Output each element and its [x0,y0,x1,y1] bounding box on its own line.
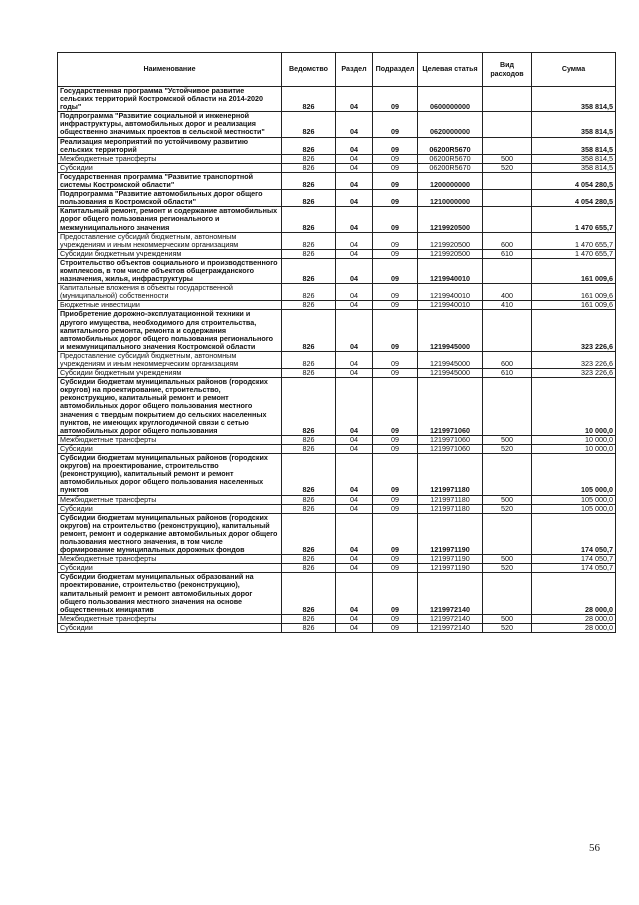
amount-cell: 10 000,0 [532,435,616,444]
expense-type-cell [483,454,532,495]
target-item-cell: 06200R5670 [418,154,483,163]
department-cell: 826 [282,444,336,453]
table-row [58,513,616,554]
target-item-cell: 1219972140 [418,573,483,614]
header-amount: Сумма [532,53,616,87]
target-item-cell: 1219945000 [418,351,483,368]
subsection-cell: 09 [373,249,418,258]
subsection-cell: 09 [373,378,418,436]
row-name-cell: Государственная программа "Развитие транспортной системы Костромской области" [58,172,282,189]
expense-type-cell: 610 [483,369,532,378]
table-row [58,112,616,137]
row-name-cell: Приобретение дорожно-эксплуатационной техники и другого имущества, необходимого для строительства, капитального ремонта, ремонта и содержания автомобильных дорог общего пользования регионального и межмуниципального значения Костромской области [58,310,282,351]
table-row [58,310,616,351]
expense-type-cell [483,137,532,154]
table-row [58,258,616,283]
section-cell: 04 [336,310,373,351]
target-item-cell: 1219972140 [418,614,483,623]
department-cell: 826 [282,310,336,351]
department-cell: 826 [282,351,336,368]
amount-cell: 174 050,7 [532,564,616,573]
section-cell: 04 [336,614,373,623]
amount-cell: 358 814,5 [532,112,616,137]
expense-type-cell: 520 [483,444,532,453]
amount-cell: 161 009,6 [532,258,616,283]
subsection-cell: 09 [373,573,418,614]
expense-type-cell [483,258,532,283]
subsection-cell: 09 [373,310,418,351]
subsection-cell: 09 [373,435,418,444]
department-cell: 826 [282,284,336,301]
amount-cell: 28 000,0 [532,623,616,632]
department-cell: 826 [282,555,336,564]
subsection-cell: 09 [373,207,418,232]
table-row [58,564,616,573]
subsection-cell: 09 [373,112,418,137]
section-cell: 04 [336,232,373,249]
section-cell: 04 [336,378,373,436]
expense-type-cell [483,172,532,189]
row-name-cell: Субсидии [58,444,282,453]
row-name-cell: Субсидии [58,163,282,172]
amount-cell: 28 000,0 [532,573,616,614]
expense-type-cell: 410 [483,301,532,310]
section-cell: 04 [336,351,373,368]
section-cell: 04 [336,623,373,632]
subsection-cell: 09 [373,454,418,495]
table-row [58,504,616,513]
section-cell: 04 [336,564,373,573]
department-cell: 826 [282,137,336,154]
section-cell: 04 [336,435,373,444]
amount-cell: 4 054 280,5 [532,172,616,189]
target-item-cell: 1219945000 [418,369,483,378]
department-cell: 826 [282,207,336,232]
department-cell: 826 [282,154,336,163]
amount-cell: 105 000,0 [532,504,616,513]
table-row [58,351,616,368]
expense-type-cell: 520 [483,163,532,172]
expense-type-cell: 500 [483,154,532,163]
subsection-cell: 09 [373,154,418,163]
section-cell: 04 [336,454,373,495]
row-name-cell: Субсидии бюджетным учреждениям [58,249,282,258]
amount-cell: 161 009,6 [532,301,616,310]
target-item-cell: 1219972140 [418,623,483,632]
subsection-cell: 09 [373,190,418,207]
target-item-cell: 1219940010 [418,301,483,310]
expense-type-cell [483,112,532,137]
target-item-cell: 1219971190 [418,513,483,554]
target-item-cell: 1219920500 [418,232,483,249]
table-body [58,87,616,633]
expense-type-cell: 610 [483,249,532,258]
subsection-cell: 09 [373,172,418,189]
department-cell: 826 [282,369,336,378]
target-item-cell: 1219940010 [418,258,483,283]
table-row [58,435,616,444]
department-cell: 826 [282,435,336,444]
expense-type-cell: 500 [483,435,532,444]
section-cell: 04 [336,154,373,163]
department-cell: 826 [282,573,336,614]
target-item-cell: 1219971060 [418,435,483,444]
amount-cell: 358 814,5 [532,87,616,112]
section-cell: 04 [336,249,373,258]
expense-type-cell: 400 [483,284,532,301]
section-cell: 04 [336,301,373,310]
table-row [58,232,616,249]
table-row [58,190,616,207]
row-name-cell: Бюджетные инвестиции [58,301,282,310]
expense-type-cell: 520 [483,623,532,632]
target-item-cell: 0620000000 [418,112,483,137]
row-name-cell: Межбюджетные трансферты [58,435,282,444]
amount-cell: 28 000,0 [532,614,616,623]
expense-type-cell [483,378,532,436]
section-cell: 04 [336,163,373,172]
section-cell: 04 [336,573,373,614]
subsection-cell: 09 [373,232,418,249]
amount-cell: 161 009,6 [532,284,616,301]
section-cell: 04 [336,284,373,301]
department-cell: 826 [282,623,336,632]
department-cell: 826 [282,163,336,172]
table-row [58,614,616,623]
row-name-cell: Субсидии бюджетам муниципальных районов (городских округов) на проектирование, строительство, реконструкцию, капитальный ремонт и ремонт автомобильных дорог общего пользования местного значения с твердым покрытием до сельских населенных пунктов, не имеющих круглогодичной связи с сетью автомобильных дорог общего пользования [58,378,282,436]
table-row [58,573,616,614]
target-item-cell: 06200R5670 [418,163,483,172]
amount-cell: 1 470 655,7 [532,232,616,249]
target-item-cell: 1210000000 [418,190,483,207]
header-section: Раздел [336,53,373,87]
target-item-cell: 1219971060 [418,378,483,436]
table-row [58,154,616,163]
row-name-cell: Межбюджетные трансферты [58,495,282,504]
target-item-cell: 1200000000 [418,172,483,189]
subsection-cell: 09 [373,258,418,283]
amount-cell: 358 814,5 [532,137,616,154]
table-row [58,378,616,436]
target-item-cell: 06200R5670 [418,137,483,154]
subsection-cell: 09 [373,623,418,632]
department-cell: 826 [282,232,336,249]
row-name-cell: Межбюджетные трансферты [58,154,282,163]
target-item-cell: 1219945000 [418,310,483,351]
row-name-cell: Субсидии [58,504,282,513]
target-item-cell: 1219971180 [418,454,483,495]
expense-type-cell [483,190,532,207]
row-name-cell: Субсидии бюджетам муниципальных районов (городских округов) на строительство (реконструкцию), капитальный ремонт, ремонт и содержание автомобильных дорог общего пользования местного значения, в том числе формирование муниципальных дорожных фондов [58,513,282,554]
section-cell: 04 [336,207,373,232]
expense-type-cell: 600 [483,351,532,368]
row-name-cell: Субсидии бюджетным учреждениям [58,369,282,378]
section-cell: 04 [336,504,373,513]
subsection-cell: 09 [373,351,418,368]
table-row [58,369,616,378]
department-cell: 826 [282,378,336,436]
department-cell: 826 [282,564,336,573]
amount-cell: 323 226,6 [532,369,616,378]
amount-cell: 174 050,7 [532,555,616,564]
amount-cell: 323 226,6 [532,310,616,351]
department-cell: 826 [282,172,336,189]
section-cell: 04 [336,513,373,554]
expense-type-cell: 500 [483,614,532,623]
department-cell: 826 [282,504,336,513]
header-subsection: Подраздел [373,53,418,87]
header-target-item: Целевая статья [418,53,483,87]
section-cell: 04 [336,172,373,189]
expense-type-cell: 500 [483,555,532,564]
table-row [58,163,616,172]
subsection-cell: 09 [373,504,418,513]
subsection-cell: 09 [373,137,418,154]
section-cell: 04 [336,87,373,112]
amount-cell: 358 814,5 [532,154,616,163]
department-cell: 826 [282,112,336,137]
table-row [58,172,616,189]
header-department: Ведомство [282,53,336,87]
subsection-cell: 09 [373,87,418,112]
header-name: Наименование [58,53,282,87]
row-name-cell: Межбюджетные трансферты [58,614,282,623]
department-cell: 826 [282,258,336,283]
row-name-cell: Реализация мероприятий по устойчивому развитию сельских территорий [58,137,282,154]
table-row [58,249,616,258]
row-name-cell: Предоставление субсидий бюджетным, автономным учреждениям и иным некоммерческим организациям [58,232,282,249]
table-row [58,284,616,301]
section-cell: 04 [336,495,373,504]
department-cell: 826 [282,513,336,554]
target-item-cell: 1219971060 [418,444,483,453]
amount-cell: 323 226,6 [532,351,616,368]
table-row [58,87,616,112]
subsection-cell: 09 [373,444,418,453]
target-item-cell: 1219971190 [418,555,483,564]
amount-cell: 4 054 280,5 [532,190,616,207]
row-name-cell: Субсидии бюджетам муниципальных районов (городских округов) на проектирование, строительство (реконструкцию), капитальный ремонт и ремонт автомобильных дорог общего пользования населенных пунктов [58,454,282,495]
expense-type-cell: 520 [483,564,532,573]
expense-type-cell: 500 [483,495,532,504]
amount-cell: 105 000,0 [532,454,616,495]
row-name-cell: Капитальные вложения в объекты государственной (муниципальной) собственности [58,284,282,301]
row-name-cell: Капитальный ремонт, ремонт и содержание автомобильных дорог общего пользования регионального и межмуниципального значения [58,207,282,232]
amount-cell: 174 050,7 [532,513,616,554]
subsection-cell: 09 [373,555,418,564]
table-row [58,454,616,495]
target-item-cell: 1219940010 [418,284,483,301]
row-name-cell: Субсидии [58,623,282,632]
expense-type-cell [483,207,532,232]
row-name-cell: Государственная программа "Устойчивое развитие сельских территорий Костромской области на 2014-2020 годы" [58,87,282,112]
section-cell: 04 [336,137,373,154]
department-cell: 826 [282,249,336,258]
row-name-cell: Межбюджетные трансферты [58,555,282,564]
table-row [58,623,616,632]
table-row [58,495,616,504]
department-cell: 826 [282,87,336,112]
section-cell: 04 [336,369,373,378]
table-row [58,207,616,232]
subsection-cell: 09 [373,495,418,504]
expense-type-cell [483,310,532,351]
department-cell: 826 [282,301,336,310]
section-cell: 04 [336,258,373,283]
subsection-cell: 09 [373,163,418,172]
row-name-cell: Строительство объектов социального и производственного комплексов, в том числе объектов общегражданского назначения, жилья, инфраструктуры [58,258,282,283]
target-item-cell: 1219971180 [418,504,483,513]
table-row [58,444,616,453]
table-header-row [58,53,616,87]
section-cell: 04 [336,555,373,564]
amount-cell: 10 000,0 [532,444,616,453]
expense-type-cell [483,513,532,554]
row-name-cell: Субсидии [58,564,282,573]
target-item-cell: 1219971190 [418,564,483,573]
header-expense-type: Вид расходов [483,53,532,87]
department-cell: 826 [282,190,336,207]
target-item-cell: 0600000000 [418,87,483,112]
row-name-cell: Субсидии бюджетам муниципальных образований на проектирование, строительство (реконструкцию), капитальный ремонт и ремонт автомобильных дорог общего пользования местного значения на основе общественных инициатив [58,573,282,614]
table-row [58,555,616,564]
amount-cell: 10 000,0 [532,378,616,436]
expense-type-cell [483,87,532,112]
subsection-cell: 09 [373,513,418,554]
budget-table [57,52,616,633]
expense-type-cell [483,573,532,614]
section-cell: 04 [336,444,373,453]
table-row [58,301,616,310]
section-cell: 04 [336,112,373,137]
target-item-cell: 1219920500 [418,249,483,258]
target-item-cell: 1219920500 [418,207,483,232]
row-name-cell: Подпрограмма "Развитие социальной и инженерной инфраструктуры, автомобильных дорог и реализация общественно значимых проектов в сельской местности" [58,112,282,137]
subsection-cell: 09 [373,284,418,301]
subsection-cell: 09 [373,564,418,573]
department-cell: 826 [282,454,336,495]
amount-cell: 105 000,0 [532,495,616,504]
subsection-cell: 09 [373,301,418,310]
department-cell: 826 [282,614,336,623]
amount-cell: 358 814,5 [532,163,616,172]
amount-cell: 1 470 655,7 [532,249,616,258]
target-item-cell: 1219971180 [418,495,483,504]
row-name-cell: Подпрограмма "Развитие автомобильных дорог общего пользования в Костромской области" [58,190,282,207]
department-cell: 826 [282,495,336,504]
subsection-cell: 09 [373,369,418,378]
subsection-cell: 09 [373,614,418,623]
page-number: 56 [589,842,600,854]
amount-cell: 1 470 655,7 [532,207,616,232]
expense-type-cell: 520 [483,504,532,513]
row-name-cell: Предоставление субсидий бюджетным, автономным учреждениям и иным некоммерческим организациям [58,351,282,368]
table-row [58,137,616,154]
section-cell: 04 [336,190,373,207]
expense-type-cell: 600 [483,232,532,249]
